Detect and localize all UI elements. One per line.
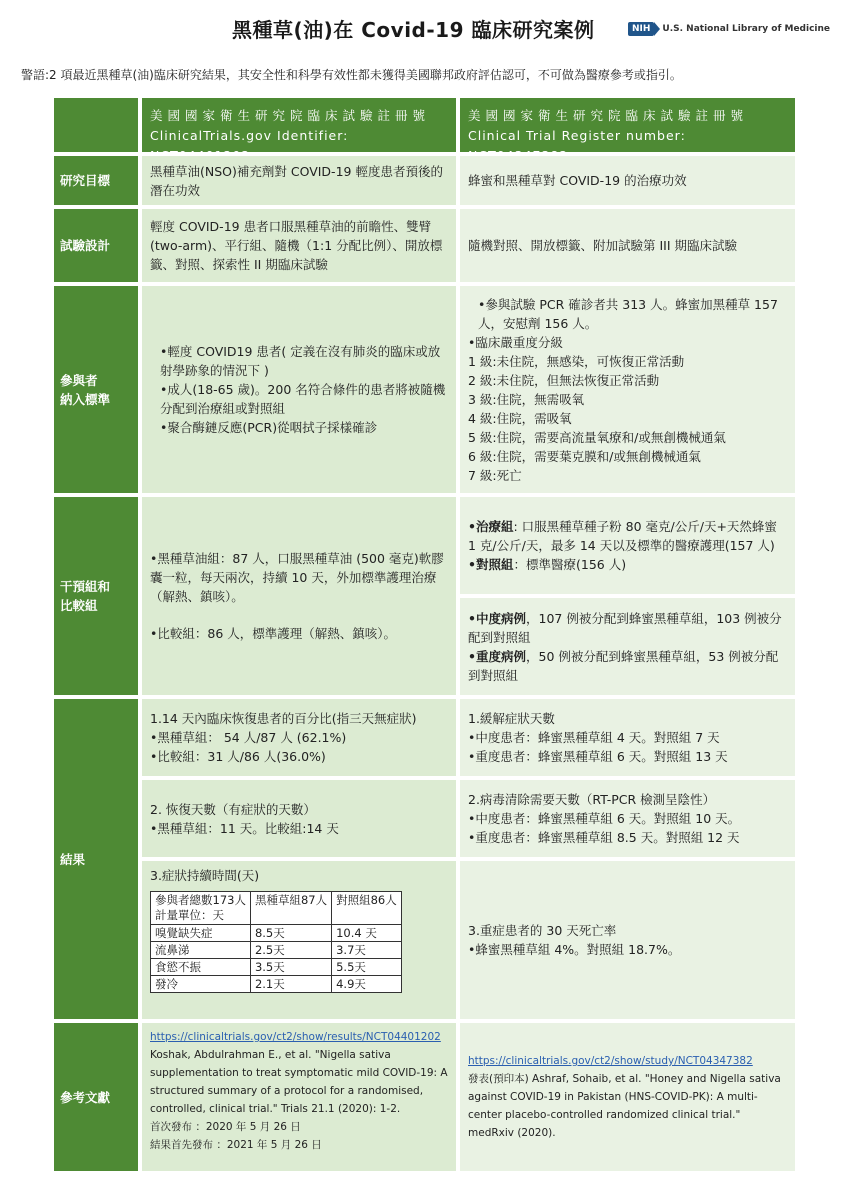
- row-label-intervention: [52, 495, 140, 697]
- treatment-group-text: : 口服黑種草種子粉 80 毫克/公斤/天+天然蜂蜜 1 克/公斤/天，最多 14 天以及標準的醫療護理(157 人): [468, 519, 777, 553]
- moderate-cases-label: •中度病例: [468, 610, 526, 626]
- design-text-1: 輕度 COVID-19 患者口服黑種草油的前瞻性、雙臂(two-arm)、平行組、隨機（1:1 分配比例）、開放標籤、對照、探索性 II 期臨床試驗: [150, 219, 443, 272]
- row-label-results: 結果: [52, 697, 140, 1021]
- criteria-item: •輕度 COVID19 患者( 定義在沒有肺炎的臨床或放射學跡象的情況下 ): [160, 344, 441, 378]
- results-cell-2-1: [458, 697, 797, 778]
- table-cell: 流鼻涕: [151, 942, 251, 959]
- intervention-cell-1: [140, 495, 458, 697]
- criteria-cell-1: [140, 284, 458, 495]
- intervention-cell-2a: [458, 495, 797, 596]
- warning-text: 警語:2 項最近黑種草(油)臨床研究結果，其安全性和科學有效性都未獲得美國聯邦政府評估認可，不可做為醫療參考或指引。: [21, 68, 682, 82]
- results-cell-2-2: [458, 778, 797, 859]
- column-header-1-title: 美國國家衛生研究院臨床試驗註冊號: [150, 108, 431, 123]
- table-header-cell: [151, 892, 251, 925]
- result-line: •中度患者：蜂蜜黑種草組 6 天。對照組 10 天。: [468, 811, 741, 826]
- result-line: •黑種草組： 54 人/87 人 (62.1%): [150, 730, 347, 745]
- nih-badge-icon: NIH: [628, 22, 654, 36]
- severity-level: 3 級:住院，無需吸氧: [468, 391, 585, 407]
- row-label-references: 參考文獻: [52, 1021, 140, 1173]
- references-cell-1: [140, 1021, 458, 1173]
- table-row: [151, 959, 402, 976]
- severity-level: 2 級:未住院，但無法恢復正常活動: [468, 372, 660, 388]
- reference-link-1[interactable]: https://clinicaltrials.gov/ct2/show/results/NCT04401202: [150, 1031, 441, 1043]
- result-line: •黑種草組：11 天。比較組:14 天: [150, 820, 339, 836]
- row-label-criteria-line2: 納入標準: [60, 391, 111, 407]
- severity-level: 5 級:住院，需要高流量氧療和/或無創機械通氣: [468, 429, 726, 445]
- result-line: 1.緩解症狀天數: [468, 711, 555, 726]
- table-cell: 10.4 天: [332, 925, 402, 942]
- result-line: •蜂蜜黑種草組 4%。對照組 18.7%。: [468, 942, 681, 957]
- severe-cases-label: •重度病例: [468, 648, 526, 664]
- table-cell: 食慾不振: [151, 959, 251, 976]
- table-cell: 嗅覺缺失症: [151, 925, 251, 942]
- result-line: 2.病毒清除需要天數（RT-PCR 檢測呈陰性）: [468, 792, 716, 807]
- reference-citation-2: 發表(預印本) Ashraf, Sohaib, et al. "Honey and Nigella sativa against COVID-19 in Pakistan (HNS-COVID-PK): A multi-center placebo-controlled randomized clinical trial." medRxiv (2020).: [468, 1073, 781, 1139]
- table-cell: 3.5天: [250, 959, 331, 976]
- nih-name: U.S. National Library of Medicine: [662, 24, 831, 34]
- column-header-1: [140, 96, 458, 154]
- table-cell: 4.9天: [332, 976, 402, 993]
- control-group-label: •對照組: [468, 557, 514, 572]
- severity-level: 6 級:住院，需要葉克膜和/或無創機械通氣: [468, 448, 701, 464]
- criteria-item: •成人(18-65 歲)。200 名符合條件的患者將被隨機分配到治療組或對照組: [160, 382, 446, 416]
- criteria-cell-2: [458, 284, 797, 495]
- row-label-intervention-line2: 比較組: [60, 598, 98, 613]
- severe-cases-text: ，50 例被分配到蜂蜜黑種草組，53 例被分配到對照組: [468, 648, 779, 683]
- criteria-item: •聚合酶鏈反應(PCR)從咽拭子採樣確診: [160, 420, 378, 435]
- row-label-objective: 研究目標: [52, 154, 140, 207]
- control-group-text: ：標準醫療(156 人): [513, 557, 627, 572]
- results-cell-2-3: [458, 859, 797, 1021]
- result-line: 1.14 天內臨床恢復患者的百分比(指三天無症狀): [150, 711, 417, 726]
- comparison-group: •比較組：86 人，標準護理（解熱、鎮咳）。: [150, 626, 397, 641]
- column-header-1-id: ClinicalTrials.gov Identifier:: [150, 128, 349, 143]
- table-cell: 5.5天: [332, 959, 402, 976]
- comparison-table: [52, 96, 797, 1173]
- moderate-cases-text: ，107 例被分配到蜂蜜黑種草組，103 例被分配到對照組: [468, 610, 782, 645]
- symptom-duration-table: [150, 891, 402, 993]
- design-cell-2: [458, 207, 797, 284]
- objective-cell-2: [458, 154, 797, 207]
- column-header-2-title: 美國國家衛生研究院臨床試驗註冊號: [468, 108, 749, 123]
- first-posted-date: 首次發布 ：2020 年 5 月 26 日: [150, 1121, 301, 1133]
- nih-logo: [628, 22, 830, 36]
- intervention-cell-2b: [458, 596, 797, 697]
- intervention-group: •黑種草油組：87 人，口服黑種草油 (500 毫克)軟膠囊一粒，每天兩次，持續 10 天，外加標準護理治療（解熱、鎮咳）。: [150, 551, 444, 604]
- result-line: •重度患者：蜂蜜黑種草組 6 天。對照組 13 天: [468, 749, 728, 764]
- result-line: •中度患者：蜂蜜黑種草組 4 天。對照組 7 天: [468, 730, 720, 745]
- table-header-total: 參與者總數173人: [155, 893, 246, 907]
- row-label-design: 試驗設計: [52, 207, 140, 284]
- table-header-unit: 計量單位：天: [155, 908, 224, 922]
- result-line: 3.重症患者的 30 天死亡率: [468, 923, 617, 938]
- design-cell-1: [140, 207, 458, 284]
- results-cell-1-3: [140, 859, 458, 1021]
- row-label-intervention-line1: 干預組和: [60, 579, 111, 594]
- row-label-criteria-line1: 參與者: [60, 372, 98, 388]
- table-row: [151, 925, 402, 942]
- criteria-item: •臨床嚴重度分級: [468, 334, 563, 350]
- severity-level: 4 級:住院，需吸氧: [468, 410, 572, 426]
- references-cell-2: [458, 1021, 797, 1173]
- table-header-cell: 對照組86人: [332, 892, 402, 925]
- reference-link-2[interactable]: https://clinicaltrials.gov/ct2/show/study/NCT04347382: [468, 1055, 753, 1067]
- column-header-2: [458, 96, 797, 154]
- results-cell-1-1: [140, 697, 458, 778]
- results-posted-date: 結果首先發布 ：2021 年 5 月 26 日: [150, 1139, 322, 1151]
- table-row: [151, 892, 402, 925]
- table-cell: 8.5天: [250, 925, 331, 942]
- column-header-2-id: Clinical Trial Register number:: [468, 128, 686, 143]
- table-header-cell: 黑種草組87人: [250, 892, 331, 925]
- row-label-criteria: [52, 284, 140, 495]
- symptom-duration-title: 3.症狀持續時間(天): [150, 868, 260, 883]
- design-text-2: 隨機對照、開放標籤、附加試驗第 III 期臨床試驗: [468, 238, 738, 253]
- table-cell: 發冷: [151, 976, 251, 993]
- severity-level: 7 級:死亡: [468, 467, 522, 483]
- page-title: 黑種草(油)在 Covid-19 臨床研究案例: [232, 18, 595, 42]
- table-cell: 2.5天: [250, 942, 331, 959]
- objective-text-2: 蜂蜜和黑種草對 COVID-19 的治療功效: [468, 173, 687, 188]
- results-cell-1-2: [140, 778, 458, 859]
- table-row: [151, 942, 402, 959]
- objective-text-1: 黑種草油(NSO)補充劑對 COVID-19 輕度患者預後的潛在功效: [150, 163, 443, 198]
- table-cell: 2.1天: [250, 976, 331, 993]
- result-line: •比較組：31 人/86 人(36.0%): [150, 749, 326, 764]
- result-line: •重度患者：蜂蜜黑種草組 8.5 天。對照組 12 天: [468, 830, 740, 845]
- treatment-group-label: •治療組: [468, 519, 514, 534]
- result-line: 2. 恢復天數（有症狀的天數）: [150, 801, 316, 817]
- reference-citation-1: Koshak, Abdulrahman E., et al. "Nigella sativa supplementation to treat symptomatic mild COVID-19: A structured summary of a protocol for a randomised, controlled, clinical trial." Trials 21.1 (2020): 1-2.: [150, 1049, 448, 1115]
- page-header: [0, 0, 848, 52]
- objective-cell-1: [140, 154, 458, 207]
- severity-level: 1 級:未住院，無感染，可恢復正常活動: [468, 353, 685, 369]
- table-cell: 3.7天: [332, 942, 402, 959]
- criteria-item: •參與試驗 PCR 確診者共 313 人。蜂蜜加黑種草 157 人，安慰劑 156 人。: [478, 296, 778, 331]
- corner-cell: [52, 96, 140, 154]
- table-row: [151, 976, 402, 993]
